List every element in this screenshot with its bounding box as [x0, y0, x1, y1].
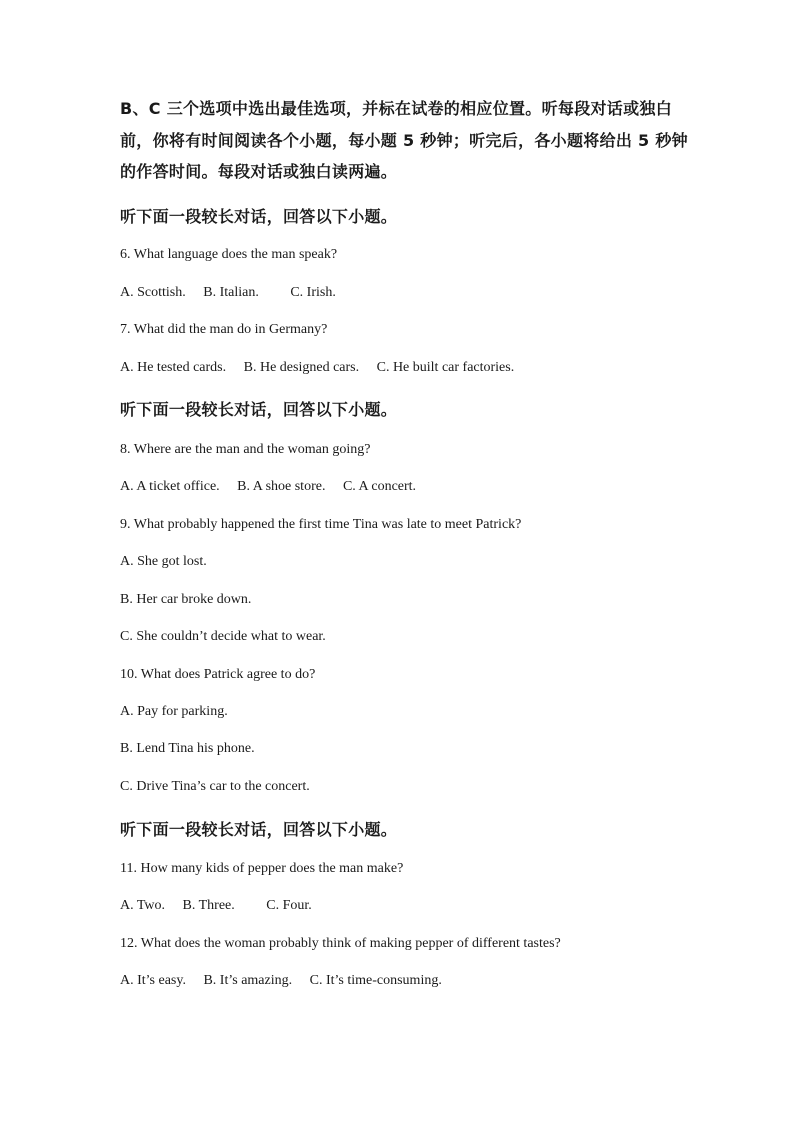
option-10c: C. Drive Tina’s car to the concert. [120, 779, 310, 794]
option-11b: B. Three. [182, 898, 235, 913]
options-12 [120, 973, 442, 989]
question-7: 7. What did the man do in Germany? [120, 322, 328, 337]
intro-line-2: 前，你将有时间阅读各个小题，每小题 5 秒钟；听完后，各小题将给出 5 秒钟 [120, 131, 688, 150]
section-heading-1: 听下面一段较长对话，回答以下小题。 [120, 207, 398, 226]
options-8 [120, 479, 416, 495]
option-9b: B. Her car broke down. [120, 592, 252, 607]
option-7c: C. He built car factories. [376, 360, 515, 375]
question-9: 9. What probably happened the first time Tina was late to meet Patrick? [120, 517, 522, 532]
option-11c: C. Four. [266, 898, 312, 913]
option-6b: B. Italian. [203, 285, 259, 300]
option-11a: A. Two. [120, 898, 166, 913]
question-10: 10. What does Patrick agree to do? [120, 667, 316, 682]
option-8a: A. A ticket office. [120, 479, 220, 494]
option-8c: C. A concert. [342, 479, 417, 494]
option-6c: C. Irish. [290, 285, 336, 300]
option-10a: A. Pay for parking. [120, 704, 228, 719]
option-9c: C. She couldn’t decide what to wear. [120, 629, 326, 644]
question-6: 6. What language does the man speak? [120, 247, 338, 262]
option-7a: A. He tested cards. [120, 360, 227, 375]
question-11: 11. How many kids of pepper does the man make? [120, 861, 404, 876]
intro-line-3: 的作答时间。每段对话或独白读两遍。 [120, 162, 398, 181]
section-heading-2: 听下面一段较长对话，回答以下小题。 [120, 400, 398, 419]
question-12: 12. What does the woman probably think of making pepper of different tastes? [120, 936, 561, 951]
option-7b: B. He designed cars. [243, 360, 360, 375]
option-8b: B. A shoe store. [237, 479, 326, 494]
section-heading-3: 听下面一段较长对话，回答以下小题。 [120, 820, 398, 839]
option-12c: C. It’s time-consuming. [309, 973, 442, 988]
options-6 [120, 285, 336, 301]
option-12a: A. It’s easy. [120, 973, 186, 988]
options-11 [120, 898, 312, 914]
intro-line-1: B、C 三个选项中选出最佳选项，并标在试卷的相应位置。听每段对话或独白 [120, 99, 673, 118]
option-6a: A. Scottish. [120, 285, 186, 300]
option-10b: B. Lend Tina his phone. [120, 741, 255, 756]
question-8: 8. Where are the man and the woman going? [120, 442, 371, 457]
option-9a: A. She got lost. [120, 554, 207, 569]
options-7 [120, 360, 514, 376]
option-12b: B. It’s amazing. [203, 973, 293, 988]
